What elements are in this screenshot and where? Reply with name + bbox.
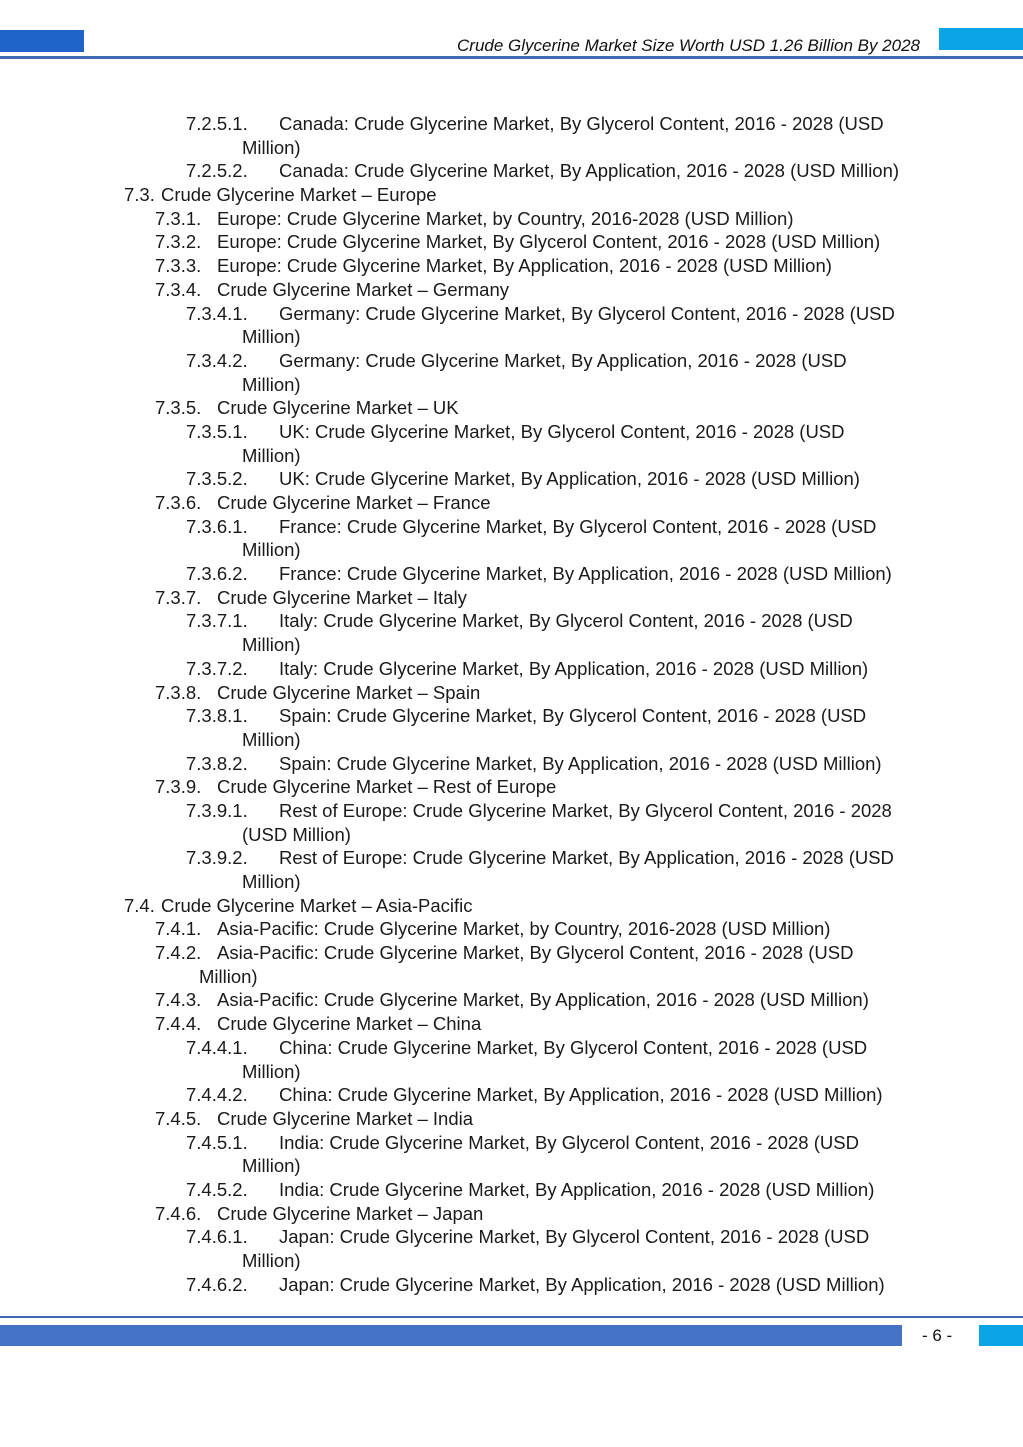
toc-entry[interactable] [0,349,1023,373]
toc-entry-text: Crude Glycerine Market – France [217,492,491,513]
toc-entry-number: 7.3.4. [155,278,202,300]
toc-entry-number: 7.2.5.2. [186,160,248,182]
toc-entry-number: 7.3.6. [155,492,202,513]
toc-entry[interactable] [0,159,1023,183]
toc-entry-text: France: Crude Glycerine Market, By Glycerol Content, 2016 - 2028 (USD [279,515,877,537]
toc-entry-continuation[interactable] [0,444,1023,468]
toc-entry-text: Italy: Crude Glycerine Market, By Glycerol Content, 2016 - 2028 (USD [279,610,853,632]
toc-entry-number: 7.3.6.2. [186,563,248,585]
toc-entry[interactable] [0,1178,1023,1202]
toc-entry-text: Asia-Pacific: Crude Glycerine Market, by Country, 2016-2028 (USD Million) [217,918,831,940]
toc-entry-number: 7.3.9. [155,776,202,798]
toc-entry-number: 7.4.5. [155,1107,202,1129]
toc-entry-continuation[interactable] [0,1249,1023,1273]
toc-entry-continuation[interactable] [0,1060,1023,1084]
toc-entry-continuation[interactable] [0,538,1023,562]
toc-entry-number: 7.3.7.1. [186,610,248,632]
toc-entry-text: France: Crude Glycerine Market, By Application, 2016 - 2028 (USD Million) [279,563,892,585]
toc-entry-number: 7.4.4.1. [186,1036,248,1058]
toc-entry-number: 7.4.5.2. [186,1178,248,1200]
toc-entry[interactable] [0,207,1023,231]
toc-entry-text: Million) [242,1060,301,1082]
toc-entry-text: Europe: Crude Glycerine Market, By Glycerol Content, 2016 - 2028 (USD Million) [217,231,881,253]
toc-entry-number: 7.3.7. [155,586,202,608]
toc-entry-text: Million) [242,871,301,892]
toc-entry-number: 7.4. [124,894,155,916]
toc-entry-number: 7.3.6.1. [186,515,248,537]
toc-entry-number: 7.4.6. [155,1202,202,1224]
page-number: - 6 - [922,1326,953,1345]
toc-entry-number: 7.3.9.2. [186,847,248,869]
toc-entry-text: Germany: Crude Glycerine Market, By Glycerol Content, 2016 - 2028 (USD [279,302,895,324]
toc-entry-continuation[interactable] [0,325,1023,349]
toc-entry[interactable] [0,254,1023,278]
toc-entry[interactable] [0,1036,1023,1060]
toc-entry-text: China: Crude Glycerine Market, By Glycerol Content, 2016 - 2028 (USD [279,1036,868,1058]
toc-entry-text: Million) [242,373,301,395]
header-rule [0,56,1023,59]
toc-entry-number: 7.3.5. [155,397,202,419]
toc-entry-text: Crude Glycerine Market – Italy [217,586,467,608]
toc-entry-text: Italy: Crude Glycerine Market, By Application, 2016 - 2028 (USD Million) [279,657,869,679]
toc-entry-continuation[interactable] [0,870,1023,894]
toc-entry[interactable] [0,657,1023,681]
toc-entry-text: Rest of Europe: Crude Glycerine Market, By Application, 2016 - 2028 (USD [279,847,894,869]
toc-entry-text: Asia-Pacific: Crude Glycerine Market, By Glycerol Content, 2016 - 2028 (USD [217,942,854,964]
toc-entry[interactable] [0,681,1023,705]
toc-entry[interactable] [0,752,1023,776]
toc-entry-text: Crude Glycerine Market – Rest of Europe [217,776,557,798]
toc-entry-text: Million) [242,634,301,656]
toc-entry-continuation[interactable] [0,823,1023,847]
toc-entry-continuation[interactable] [0,1154,1023,1178]
toc-entry[interactable] [0,1131,1023,1155]
toc-entry-number: 7.3.2. [155,231,202,253]
toc-entry-continuation[interactable] [0,728,1023,752]
toc-entry-number: 7.4.3. [155,989,202,1011]
toc-entry-text: Rest of Europe: Crude Glycerine Market, By Glycerol Content, 2016 - 2028 [279,799,892,821]
toc-entry-text: UK: Crude Glycerine Market, By Application, 2016 - 2028 (USD Million) [279,468,860,490]
toc-entry-text: Spain: Crude Glycerine Market, By Glycerol Content, 2016 - 2028 (USD [279,705,867,727]
toc-entry-text: Crude Glycerine Market – Japan [217,1202,484,1224]
toc-entry-text: Million) [242,1155,301,1177]
toc-entry-number: 7.3.4.1. [186,302,248,324]
toc-entry-number: 7.3.8. [155,681,202,703]
toc-entry[interactable] [0,1012,1023,1036]
toc-entry-text: Japan: Crude Glycerine Market, By Application, 2016 - 2028 (USD Million) [279,1273,885,1295]
toc-entry[interactable] [0,420,1023,444]
toc-entry-text: Crude Glycerine Market – Europe [161,184,437,206]
toc-entry[interactable] [0,917,1023,941]
toc-entry-text: Crude Glycerine Market – UK [217,397,459,419]
toc-entry-text: Spain: Crude Glycerine Market, By Application, 2016 - 2028 (USD Million) [279,752,882,774]
toc-entry-text: China: Crude Glycerine Market, By Application, 2016 - 2028 (USD Million) [279,1084,883,1106]
toc-entry[interactable] [0,775,1023,799]
toc-entry[interactable] [0,1083,1023,1107]
toc-entry-number: 7.3.3. [155,255,202,277]
header-right-accent [939,28,1023,50]
toc-entry-number: 7.4.4.2. [186,1084,248,1106]
toc-entry-number: 7.3. [124,184,155,206]
toc-entry-text: Crude Glycerine Market – India [217,1107,474,1129]
toc-entry[interactable] [0,515,1023,539]
toc-entry-number: 7.4.5.1. [186,1131,248,1153]
toc-entry-text: Million) [242,728,301,750]
toc-entry-number: 7.4.4. [155,1013,202,1035]
toc-entry-number: 7.3.8.2. [186,752,248,774]
toc-entry-number: 7.4.6.1. [186,1226,248,1248]
toc-entry-text: UK: Crude Glycerine Market, By Glycerol Content, 2016 - 2028 (USD [279,420,845,442]
toc-entry-text: Crude Glycerine Market – Spain [217,681,481,703]
toc-entry-number: 7.2.5.1. [186,113,248,134]
toc-entry[interactable] [0,988,1023,1012]
footer-rule [0,1316,1023,1318]
footer-bar [0,1325,902,1346]
toc-entry-text: Crude Glycerine Market – China [217,1013,482,1035]
toc-entry[interactable] [0,491,1023,515]
toc-entry[interactable] [0,112,1023,136]
toc-entry-text: India: Crude Glycerine Market, By Glycerol Content, 2016 - 2028 (USD [279,1131,859,1153]
toc-entry[interactable] [0,467,1023,491]
toc-entry-text: Million) [242,539,301,561]
toc-entry-text: (USD Million) [242,823,351,845]
toc-entry[interactable] [0,704,1023,728]
toc-entry-text: Million) [242,326,301,348]
footer-right-accent [979,1325,1023,1346]
toc-entry-text: Japan: Crude Glycerine Market, By Glycerol Content, 2016 - 2028 (USD [279,1226,870,1248]
document-title: Crude Glycerine Market Size Worth USD 1.26 Billion By 2028 [457,36,920,55]
toc-entry-number: 7.3.5.2. [186,468,248,490]
toc-entry[interactable] [0,941,1023,965]
toc-entry[interactable] [0,609,1023,633]
toc-entry-text: Canada: Crude Glycerine Market, By Glycerol Content, 2016 - 2028 (USD [279,113,884,134]
toc-entry[interactable] [0,562,1023,586]
toc-entry[interactable] [0,799,1023,823]
toc-entry-text: India: Crude Glycerine Market, By Application, 2016 - 2028 (USD Million) [279,1178,875,1200]
toc-entry[interactable] [0,894,1023,918]
toc-entry-number: 7.4.2. [155,942,202,964]
toc-entry-text: Million) [242,1250,301,1271]
toc-entry[interactable] [0,278,1023,302]
toc-entry-text: Million) [199,965,258,987]
toc-entry-text: Germany: Crude Glycerine Market, By Application, 2016 - 2028 (USD [279,349,847,371]
toc-entry-text: Europe: Crude Glycerine Market, by Country, 2016-2028 (USD Million) [217,207,794,229]
toc-entry[interactable] [0,1273,1023,1297]
toc-entry-continuation[interactable] [0,136,1023,160]
toc-entry-text: Canada: Crude Glycerine Market, By Application, 2016 - 2028 (USD Million) [279,160,900,182]
toc-entry-number: 7.3.4.2. [186,349,248,371]
toc-entry[interactable] [0,1202,1023,1226]
table-of-contents [0,112,1023,1296]
header-left-accent [0,30,84,52]
toc-entry[interactable] [0,1107,1023,1131]
toc-entry-text: Europe: Crude Glycerine Market, By Application, 2016 - 2028 (USD Million) [217,255,832,277]
toc-entry[interactable] [0,183,1023,207]
toc-entry[interactable] [0,230,1023,254]
toc-entry-number: 7.4.6.2. [186,1273,248,1295]
toc-entry-number: 7.3.5.1. [186,420,248,442]
toc-entry-continuation[interactable] [0,633,1023,657]
toc-entry-text: Million) [242,136,301,158]
toc-entry[interactable] [0,1225,1023,1249]
toc-entry-text: Million) [242,444,301,466]
toc-entry[interactable] [0,586,1023,610]
toc-entry-continuation[interactable] [0,373,1023,397]
toc-entry[interactable] [0,846,1023,870]
toc-entry-text: Crude Glycerine Market – Germany [217,278,509,300]
toc-entry[interactable] [0,302,1023,326]
toc-entry-continuation[interactable] [0,965,1023,989]
toc-entry-number: 7.3.9.1. [186,799,248,821]
toc-entry-text: Crude Glycerine Market – Asia-Pacific [161,894,473,916]
toc-entry-number: 7.4.1. [155,918,202,940]
toc-entry-number: 7.3.1. [155,207,202,229]
toc-entry-number: 7.3.8.1. [186,705,248,727]
toc-entry[interactable] [0,396,1023,420]
toc-entry-number: 7.3.7.2. [186,657,248,679]
toc-entry-text: Asia-Pacific: Crude Glycerine Market, By Application, 2016 - 2028 (USD Million) [217,989,869,1011]
